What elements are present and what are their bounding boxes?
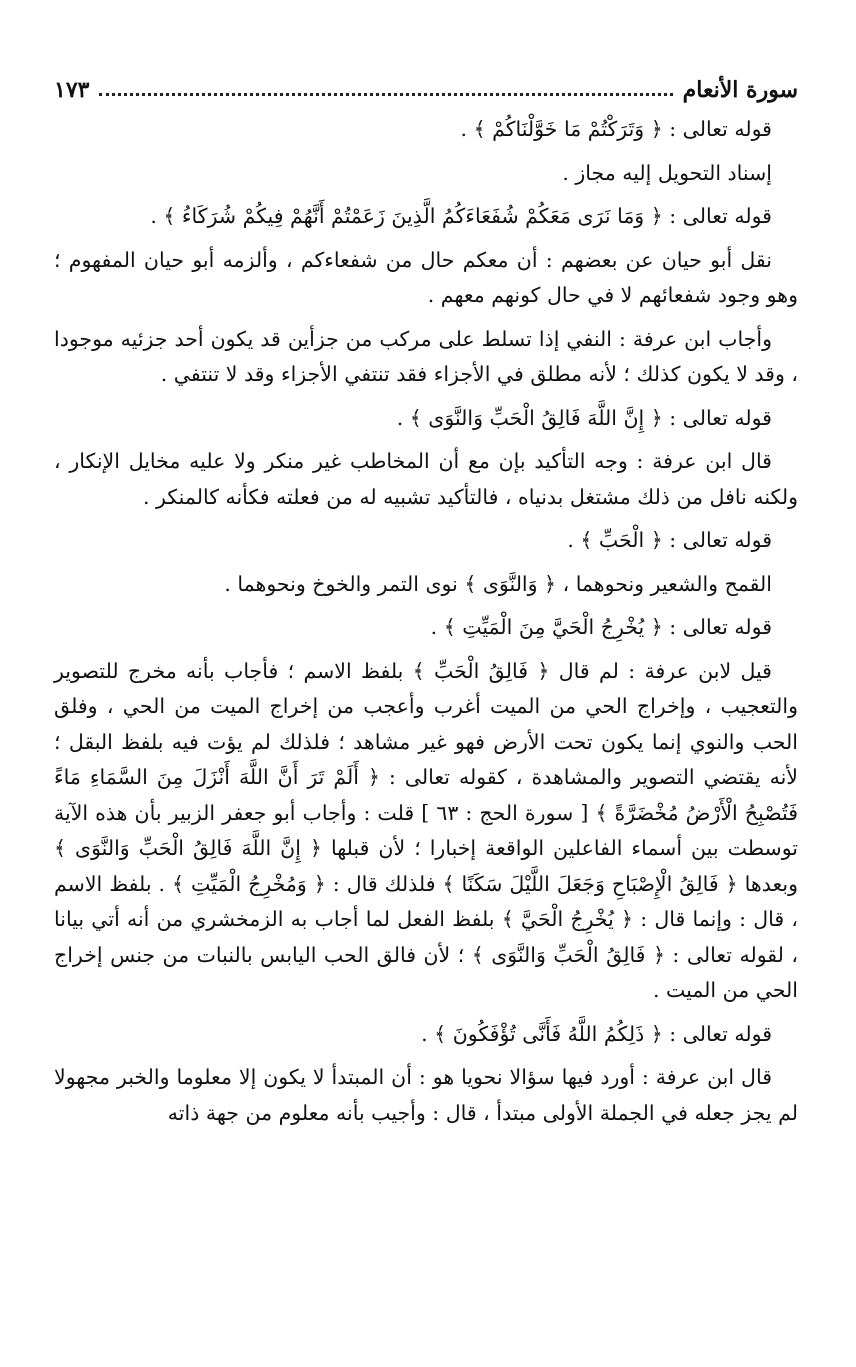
paragraph: قال ابن عرفة : وجه التأكيد بإن مع أن المخاطب غير منكر ولا عليه مخايل الإنكار ، ولكنه نافل من ذلك مشتغل بدنياه ، فالتأكيد تشبيه له من فعلته فكأنه كالمنكر . [54,449,798,509]
paragraph: قوله تعالى : ﴿ وَمَا نَرَى مَعَكُمْ شُفَعَاءَكُمُ الَّذِينَ زَعَمْتُمْ أَنَّهُمْ فِيكُمْ شُرَكَاءُ ﴾ . [150,204,772,228]
paragraph: قوله تعالى : ﴿ ذَلِكُمُ اللَّهُ فَأَنَّى تُؤْفَكُونَ ﴾ . [421,1021,772,1046]
running-header [54,72,798,108]
paragraph: قيل لابن عرفة : لم قال ﴿ فَالِقُ الْحَبِّ ﴾ بلفظ الاسم ؛ فأجاب بأنه مخرج للتصوير والتعجيب ، وإخراج الحي من الميت أغرب وأعجب من إخراج الميت من الحي ، وفلق الحب والنوي إنما يكون تحت الأرض فهو غير مشاهد ؛ فلذلك لم يؤت فيه بلفظ البقل ؛ لأنه يقتضي التصوير والمشاهدة ، كقوله تعالى : ﴿ أَلَمْ تَرَ أَنَّ اللَّهَ أَنْزَلَ مِنَ السَّمَاءِ مَاءً فَتُصْبِحُ الْأَرْضُ مُخْضَرَّةً ﴾ [ سورة الحج : ٦٣ ] قلت : وأجاب أبو جعفر الزبير بأن هذه الآية توسطت بين أسماء الفاعلين الواقعة إخبارا ؛ لأن قبلها ﴿ إِنَّ اللَّهَ فَالِقُ الْحَبِّ وَالنَّوَى ﴾ وبعدها ﴿ فَالِقُ الْإِصْبَاحِ وَجَعَلَ اللَّيْلَ سَكَنًا ﴾ فلذلك قال : ﴿ وَمُخْرِجُ الْمَيِّتِ ﴾ . بلفظ الاسم ، قال : وإنما قال : ﴿ يُخْرِجُ الْحَيَّ ﴾ بلفظ الفعل لما أجاب به الزمخشري من أنه أتي بيانا ، لقوله تعالى : ﴿ فَالِقُ الْحَبِّ وَالنَّوَى ﴾ ؛ لأن فالق الحب اليابس بالنبات من جنس إخراج الحي من الميت . [54,658,798,1002]
paragraph: قوله تعالى : ﴿ الْحَبِّ ﴾ . [567,528,772,552]
paragraph: إسناد التحويل إليه مجاز . [562,160,772,185]
header-dotted-leader [99,93,672,96]
paragraph: القمح والشعير ونحوهما ، ﴿ وَالنَّوَى ﴾ نوى التمر والخوخ ونحوهما . [224,571,772,596]
paragraph: نقل أبو حيان عن بعضهم : أن معكم حال من شفعاءكم ، وألزمه أبو حيان المفهوم ؛ وهو وجود شفعائهم لا في حال كونهم معهم . [54,247,798,307]
surah-title: سورة الأنعام [682,77,798,103]
paragraph: قوله تعالى : ﴿ إِنَّ اللَّهَ فَالِقُ الْحَبِّ وَالنَّوَى ﴾ . [396,405,772,430]
paragraph: قوله تعالى : ﴿ وَتَرَكْتُمْ مَا خَوَّلْنَاكُمْ ﴾ . [460,117,772,141]
paragraph: قال ابن عرفة : أورد فيها سؤالا نحويا هو : أن المبتدأ لا يكون إلا معلوما والخبر مجهولا لم يجز جعله في الجملة الأولى مبتدأ ، قال : وأجيب بأنه معلوم من جهة ذاته [54,1065,798,1125]
page-number: ١٧٣ [54,77,90,103]
paragraph: قوله تعالى : ﴿ يُخْرِجُ الْحَيَّ مِنَ الْمَيِّتِ ﴾ . [430,615,772,639]
page-body [54,112,798,1131]
paragraph: وأجاب ابن عرفة : النفي إذا تسلط على مركب من جزأين قد يكون أحد جزئيه موجودا ، وقد لا يكون كذلك ؛ لأنه مطلق في الأجزاء فقد تنتفي الأجزاء وقد لا تنتفي . [54,326,798,386]
